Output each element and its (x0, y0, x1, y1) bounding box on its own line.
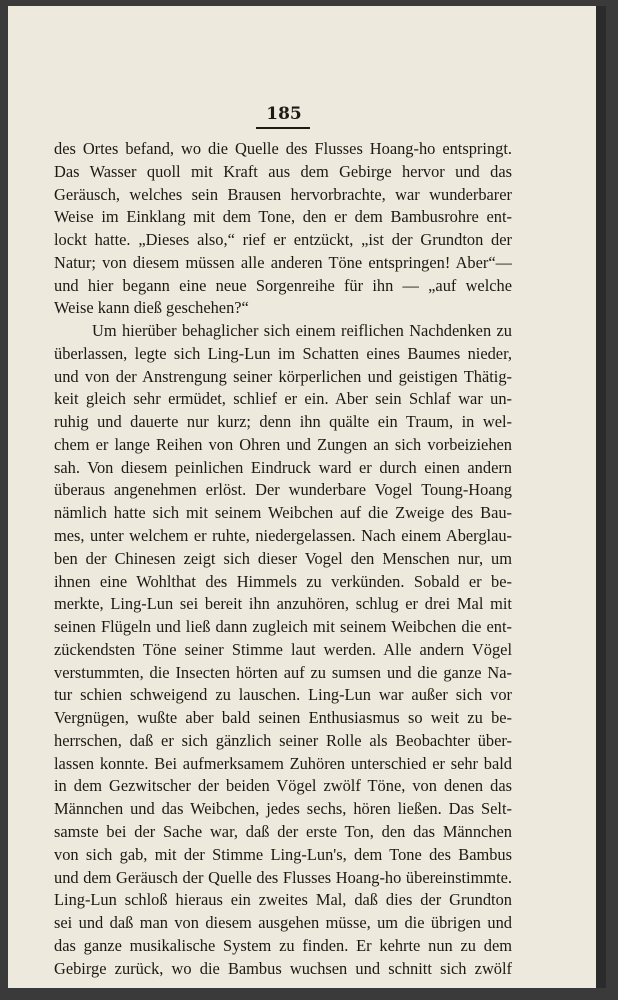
page-number: 185 (266, 104, 302, 124)
text-line: sei und daß man von diesem ausgehen müsse, um die übrigen und (54, 913, 512, 933)
text-line: seinen Flügeln und ließ dann zugleich mit seinem Weibchen die ent- (54, 617, 512, 637)
text-line: herrschen, daß er sich gänzlich seiner Rolle als Beobachter über- (54, 730, 512, 750)
text-line: chem er lange Reihen von Ohren und Zungen an sich vorbeiziehen (54, 434, 512, 454)
text-line: in dem Gezwitscher der beiden Vögel zwölf Töne, von denen das (54, 776, 512, 796)
text-line: Natur; von diesem müssen alle anderen Töne entspringen! Aber“— (54, 252, 512, 272)
text-line: keit gleich sehr ermüdet, schlief er ein. Aber sein Schlaf war un- (54, 389, 512, 409)
text-line: Gebirge zurück, wo die Bambus wuchsen und schnitt sich zwölf (54, 958, 512, 978)
text-line: samste bei der Sache war, daß der erste Ton, den das Männchen (54, 821, 512, 841)
text-line: Weise kann dieß geschehen?“ (54, 298, 249, 318)
text-line: ben der Chinesen zeigt sich dieser Vogel den Menschen nur, um (54, 548, 512, 568)
text-line: und von der Anstrengung seiner körperlichen und geistigen Thätig- (54, 366, 512, 386)
text-line: und dem Geräusch der Quelle des Flusses Hoang-ho übereinstimmte. (54, 867, 512, 887)
text-line: des Ortes befand, wo die Quelle des Flusses Hoang-ho entspringt. (54, 139, 512, 158)
text-line: Vergnügen, wußte aber bald seinen Enthusiasmus so weit zu be- (54, 708, 512, 728)
text-line: überlassen, legte sich Ling-Lun im Schatten eines Baumes nieder, (54, 343, 512, 363)
text-line: sah. Von diesem peinlichen Eindruck ward er durch einen andern (54, 457, 512, 477)
text-line: merkte, Ling-Lun sei bereit ihn anzuhören, schlug er drei Mal mit (54, 594, 512, 614)
text-line: nämlich hatte sich mit seinem Weibchen auf die Zweige des Bau- (54, 503, 512, 523)
text-line: Ling-Lun schloß hieraus ein zweites Mal, daß dies der Grundton (54, 890, 512, 910)
text-line: mes, unter welchem er ruhte, niedergelassen. Nach einem Aberglau- (54, 526, 512, 546)
page-number-rule (256, 127, 310, 129)
text-line: von sich gab, mit der Stimme Ling-Lun's, dem Tone des Bambus (54, 844, 512, 864)
text-line: zückendsten Töne seiner Stimme laut werden. Alle andern Vögel (54, 639, 512, 659)
text-line: Geräusch, welches sein Brausen hervorbrachte, war wunderbarer (54, 184, 512, 204)
text-line: und hier begann eine neue Sorgenreihe für ihn — „auf welche (54, 275, 512, 295)
body-text (54, 138, 512, 980)
text-line: Das Wasser quoll mit Kraft aus dem Gebirge hervor und das (54, 161, 512, 181)
text-line: lockt hatte. „Dieses also,“ rief er entzückt, „ist der Grundton der (54, 230, 512, 250)
text-line: tur schien schweigend zu lauschen. Ling-Lun war außer sich vor (54, 685, 512, 705)
text-line: Um hierüber behaglicher sich einem reiflichen Nachdenken zu (92, 321, 512, 341)
text-line: Männchen und das Weibchen, jedes sechs, hören ließen. Das Selt- (54, 799, 512, 819)
book-page (8, 6, 606, 988)
text-line: das ganze musikalische System zu finden. Er kehrte nun zu dem (54, 935, 512, 955)
text-line: ruhig und dauerte nur kurz; denn ihn quälte ein Traum, in wel- (54, 412, 512, 432)
text-line: verstummten, die Insecten hörten auf zu sumsen und die ganze Na- (54, 662, 512, 682)
text-line: Weise im Einklang mit dem Tone, den er dem Bambusrohre ent- (54, 207, 512, 227)
text-line: überaus angenehmen erlöst. Der wunderbare Vogel Toung-Hoang (54, 480, 512, 500)
text-line: lassen konnte. Bei aufmerksamem Zuhören unterschied er sehr bald (54, 753, 512, 773)
text-line: ihnen eine Wohlthat des Himmels zu verkünden. Sobald er be- (54, 571, 512, 591)
